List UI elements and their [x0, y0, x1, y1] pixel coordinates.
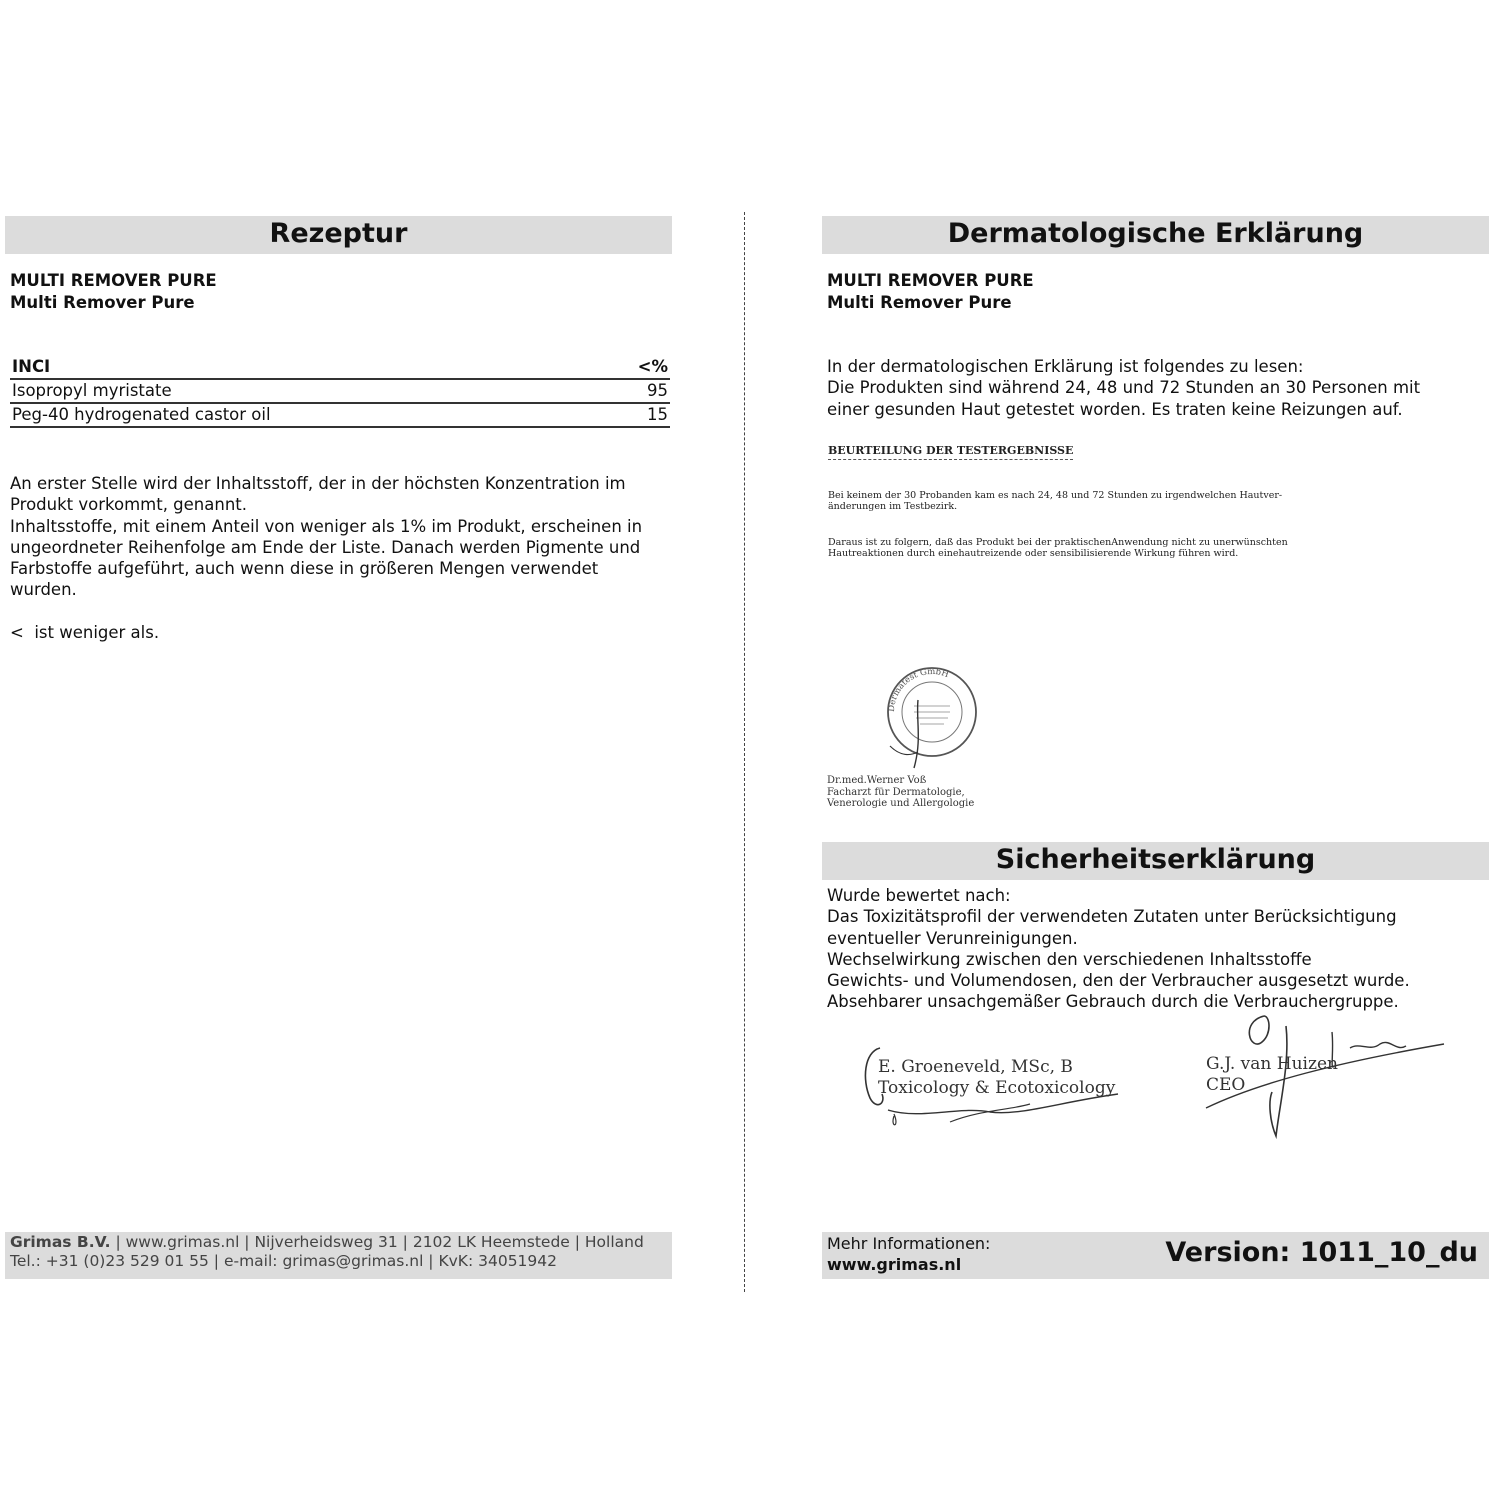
scan-line: änderungen im Testbezirk.: [828, 501, 958, 512]
derm-title: Dermatologische Erklärung: [947, 218, 1364, 249]
inci-table-wrap: [10, 356, 670, 428]
inci-name: Peg-40 hydrogenated castor oil: [10, 403, 594, 427]
explanation-line: Farbstoffe aufgeführt, auch wenn diese in größeren Mengen verwendet: [10, 559, 599, 579]
sig2-title: CEO: [1206, 1075, 1246, 1095]
right-product-upper: MULTI REMOVER PURE: [827, 271, 1034, 290]
stamp-arc-text: Dermatest GmbH: [886, 666, 950, 713]
explanation-line: ungeordneter Reihenfolge am Ende der Liste. Danach werden Pigmente und: [10, 537, 641, 557]
pct-col-header: <%: [594, 356, 670, 379]
van-huizen-handwritten-signature: [1200, 1012, 1450, 1142]
doctor-name: Dr.med.Werner Voß: [827, 775, 927, 786]
left-product-name: Multi Remover Pure: [10, 293, 195, 312]
scan-line: Hautreaktionen durch einehautreizende oder sensibilisierende Wirkung führen wird.: [828, 548, 1239, 559]
safety-text: [827, 885, 1487, 1013]
scan-line: Daraus ist zu folgern, daß das Produkt bei der praktischenAnwendung nicht zu unerwünschten: [828, 537, 1288, 548]
more-info-label: Mehr Informationen:: [827, 1234, 991, 1253]
left-product-upper: MULTI REMOVER PURE: [10, 271, 217, 290]
safety-title: Sicherheitserklärung: [995, 844, 1316, 875]
derm-header-band: [822, 216, 1489, 254]
sig1-name: E. Groeneveld, MSc, B: [878, 1057, 1073, 1077]
fold-divider: [744, 212, 745, 1292]
explanation-line: Inhaltsstoffe, mit einem Anteil von weniger als 1% im Produkt, erscheinen in: [10, 516, 643, 536]
intro-line: In der dermatologischen Erklärung ist folgendes zu lesen:: [827, 357, 1304, 376]
footer-company: Grimas B.V.: [10, 1233, 111, 1251]
inci-col-header: INCI: [10, 356, 594, 379]
table-row: [10, 403, 670, 427]
right-footer-band: [822, 1232, 1489, 1279]
doctor-credentials: [827, 775, 974, 810]
left-product-block: [10, 270, 217, 314]
table-row: [10, 379, 670, 403]
safety-line: Wurde bewertet nach:: [827, 886, 1011, 905]
footer-address: | www.grimas.nl | Nijverheidsweg 31 | 2102 LK Heemstede | Holland: [110, 1233, 644, 1251]
scan-paragraph-2: [828, 537, 1288, 559]
inci-name: Isopropyl myristate: [10, 379, 594, 403]
derm-intro: [827, 356, 1487, 420]
version-label: Version: 1011_10_du: [1165, 1237, 1478, 1268]
explanation-line: An erster Stelle wird der Inhaltsstoff, der in der höchsten Konzentration im: [10, 474, 626, 493]
intro-line: einer gesunden Haut getestet worden. Es traten keine Reizungen auf.: [827, 399, 1403, 419]
safety-line: eventueller Verunreinigungen.: [827, 928, 1078, 948]
doctor-title: Facharzt für Dermatologie,: [827, 786, 965, 798]
doctor-specialty: Venerologie und Allergologie: [827, 798, 975, 809]
scan-heading: BEURTEILUNG DER TESTERGEBNISSE: [828, 444, 1073, 460]
inci-pct: 15: [594, 403, 670, 427]
right-product-name: Multi Remover Pure: [827, 293, 1012, 312]
safety-line: Gewichts- und Volumendosen, den der Verbraucher ausgesetzt wurde.: [827, 971, 1410, 991]
rezeptur-title: Rezeptur: [269, 218, 408, 249]
safety-line: Absehbarer unsachgemäßer Gebrauch durch die Verbrauchergruppe.: [827, 992, 1399, 1012]
safety-line: Wechselwirkung zwischen den verschiedenen Inhaltsstoffe: [827, 949, 1312, 969]
scan-line: Bei keinem der 30 Probanden kam es nach 24, 48 und 72 Stunden zu irgendwelchen Hautver-: [828, 490, 1283, 501]
less-than-note: < ist weniger als.: [10, 623, 160, 642]
intro-line: Die Produkten sind während 24, 48 und 72 Stunden an 30 Personen mit: [827, 378, 1421, 398]
scan-paragraph-1: [828, 490, 1282, 512]
groeneveld-handwritten-signature: [860, 1040, 1130, 1130]
svg-text:Dermatest GmbH: [887, 667, 950, 712]
footer-address-line: [10, 1233, 644, 1252]
rezeptur-header-band: [5, 216, 672, 254]
explanation-line: Produkt vorkommt, genannt.: [10, 495, 248, 515]
explanation-line: wurden.: [10, 580, 77, 600]
inci-explanation: [10, 473, 690, 601]
inci-table-header: [10, 356, 670, 379]
dermatest-stamp-seal: [870, 660, 990, 770]
footer-contact: Tel.: +31 (0)23 529 01 55 | e-mail: grimas@grimas.nl | KvK: 34051942: [10, 1252, 558, 1270]
right-product-block: [827, 270, 1034, 314]
inci-table: [10, 356, 670, 428]
left-footer-band: [5, 1232, 672, 1279]
sig1-title: Toxicology & Ecotoxicology: [878, 1078, 1116, 1098]
safety-line: Das Toxizitätsprofil der verwendeten Zutaten unter Berücksichtigung: [827, 907, 1397, 927]
inci-pct: 95: [594, 379, 670, 403]
safety-header-band: [822, 842, 1489, 880]
footer-website-link[interactable]: www.grimas.nl: [827, 1255, 962, 1274]
sig2-name: G.J. van Huizen: [1206, 1054, 1338, 1074]
